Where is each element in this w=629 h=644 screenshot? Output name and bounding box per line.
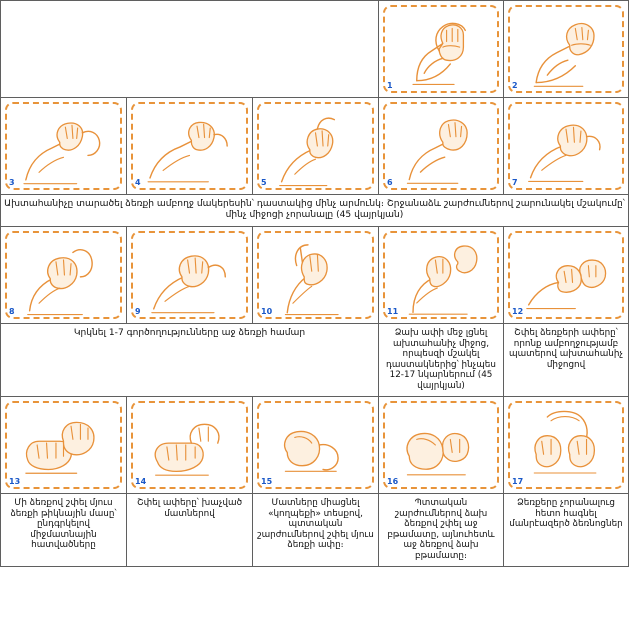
- step-number: 4: [135, 178, 141, 187]
- hand-wash-step-12-icon: [510, 233, 622, 317]
- caption-cell-15: [253, 494, 379, 567]
- step-cell-14[interactable]: [127, 397, 253, 494]
- step-1-illustration: [383, 5, 499, 93]
- hand-wash-step-2-icon: [510, 7, 622, 91]
- caption-cell-16: [379, 494, 504, 567]
- caption-text-14: Շփել ափերը՝ խաչված մատներով: [136, 498, 243, 519]
- step-4-illustration: [131, 102, 248, 190]
- grid-row-1: [1, 1, 629, 98]
- hand-wash-step-14-icon: [133, 403, 246, 487]
- step-15-illustration: [257, 401, 374, 489]
- step-cell-4[interactable]: [127, 98, 253, 195]
- caption-text-16: Պտտական շարժումներով ձախ ձեռքով շփել աջ բթամատը, այնուհետև աջ ձեռքով ձախ բթամատը։: [387, 498, 495, 561]
- step-number: 5: [261, 178, 267, 187]
- step-cell-11[interactable]: [379, 227, 504, 324]
- step-number: 3: [9, 178, 15, 187]
- step-cell-10[interactable]: [253, 227, 379, 324]
- caption-text-11: Ձախ ափի մեջ լցնել ախտահանիչ միջոց, որպեսզի մշակել դաստակներից՝ ինչպես 12-17 նկարներում (45 վայրկյան): [386, 328, 496, 391]
- step-16-illustration: [383, 401, 499, 489]
- step-number: 7: [512, 178, 518, 187]
- caption-cell-13: [1, 494, 127, 567]
- hand-wash-step-1-icon: [385, 7, 497, 91]
- caption-cell-14: [127, 494, 253, 567]
- step-8-illustration: [5, 231, 122, 319]
- step-5-illustration: [257, 102, 374, 190]
- caption-cell-1-7: [1, 195, 629, 227]
- hand-wash-step-16-icon: [385, 403, 497, 487]
- grid-row-caption-8-12: [1, 324, 629, 397]
- step-number: 14: [135, 477, 147, 486]
- step-13-illustration: [5, 401, 122, 489]
- step-cell-16[interactable]: [379, 397, 504, 494]
- step-cell-12[interactable]: [504, 227, 629, 324]
- hand-wash-step-13-icon: [7, 403, 120, 487]
- step-number: 6: [387, 178, 393, 187]
- step-cell-15[interactable]: [253, 397, 379, 494]
- step-cell-2[interactable]: [504, 1, 629, 98]
- caption-text-15: Մատները միացնել «կողպեքի» տեսքով, պտտական շարժումներով շփել մյուս ձեռքի ափը։: [257, 498, 374, 550]
- step-number: 8: [9, 307, 15, 316]
- step-number: 11: [387, 307, 399, 316]
- step-cell-7[interactable]: [504, 98, 629, 195]
- step-cell-6[interactable]: [379, 98, 504, 195]
- hand-wash-step-8-icon: [7, 233, 120, 317]
- step-cell-13[interactable]: [1, 397, 127, 494]
- grid-row-caption-1-7: [1, 195, 629, 227]
- step-number: 1: [387, 81, 393, 90]
- step-cell-8[interactable]: [1, 227, 127, 324]
- caption-text-8-10: Կրկնել 1-7 գործողությունները աջ ձեռքի համար: [73, 328, 306, 338]
- hand-wash-step-7-icon: [510, 104, 622, 188]
- step-number: 13: [9, 477, 21, 486]
- step-number: 9: [135, 307, 141, 316]
- caption-text-17: Ձեռքերը չորանալուց հետո հագնել մանրէազերծ ձեռնոցներ: [509, 498, 623, 529]
- step-number: 2: [512, 81, 518, 90]
- grid-row-3: [1, 227, 629, 324]
- grid-row-4: [1, 397, 629, 494]
- caption-cell-8-10: [1, 324, 379, 397]
- step-number: 15: [261, 477, 273, 486]
- hand-wash-step-3-icon: [7, 104, 120, 188]
- step-cell-17[interactable]: [504, 397, 629, 494]
- step-cell-9[interactable]: [127, 227, 253, 324]
- step-2-illustration: [508, 5, 624, 93]
- step-cell-5[interactable]: [253, 98, 379, 195]
- caption-text-1-7: Ախտահանիչը տարածել ձեռքի ամբողջ մակերեսին՝ դաստակից մինչ արմունկ։ Շրջանաձև շարժումներով շարունակել մշակումը՝ մինչ միջոցի չորանալը (45 վայրկյան): [4, 199, 625, 220]
- step-cell-1[interactable]: [379, 1, 504, 98]
- hand-wash-step-6-icon: [385, 104, 497, 188]
- step-11-illustration: [383, 231, 499, 319]
- hand-wash-step-10-icon: [259, 233, 372, 317]
- step-12-illustration: [508, 231, 624, 319]
- caption-cell-12: [504, 324, 629, 397]
- step-3-illustration: [5, 102, 122, 190]
- hand-wash-step-17-icon: [510, 403, 622, 487]
- step-number: 12: [512, 307, 524, 316]
- step-number: 16: [387, 477, 399, 486]
- step-number: 10: [261, 307, 273, 316]
- step-14-illustration: [131, 401, 248, 489]
- caption-cell-17: [504, 494, 629, 567]
- step-7-illustration: [508, 102, 624, 190]
- hand-wash-step-9-icon: [133, 233, 246, 317]
- hand-wash-step-15-icon: [259, 403, 372, 487]
- step-9-illustration: [131, 231, 248, 319]
- hand-wash-step-5-icon: [259, 104, 372, 188]
- spacer-cell: [1, 1, 379, 98]
- caption-text-12: Շփել ձեռքերի ափերը՝ որոնք ամբողջությամբ պատերով ախտահանիչ միջոցով: [509, 328, 623, 370]
- grid-row-2: [1, 98, 629, 195]
- step-number: 17: [512, 477, 524, 486]
- grid-row-caption-13-17: [1, 494, 629, 567]
- caption-text-13: Մի ձեռքով շփել մյուս ձեռքի թիկնային մասը՝ ընդգրկելով միջմատնային հատվածները: [10, 498, 117, 550]
- caption-cell-11: [379, 324, 504, 397]
- step-17-illustration: [508, 401, 624, 489]
- step-cell-3[interactable]: [1, 98, 127, 195]
- hand-wash-step-4-icon: [133, 104, 246, 188]
- step-6-illustration: [383, 102, 499, 190]
- hand-wash-step-11-icon: [385, 233, 497, 317]
- step-10-illustration: [257, 231, 374, 319]
